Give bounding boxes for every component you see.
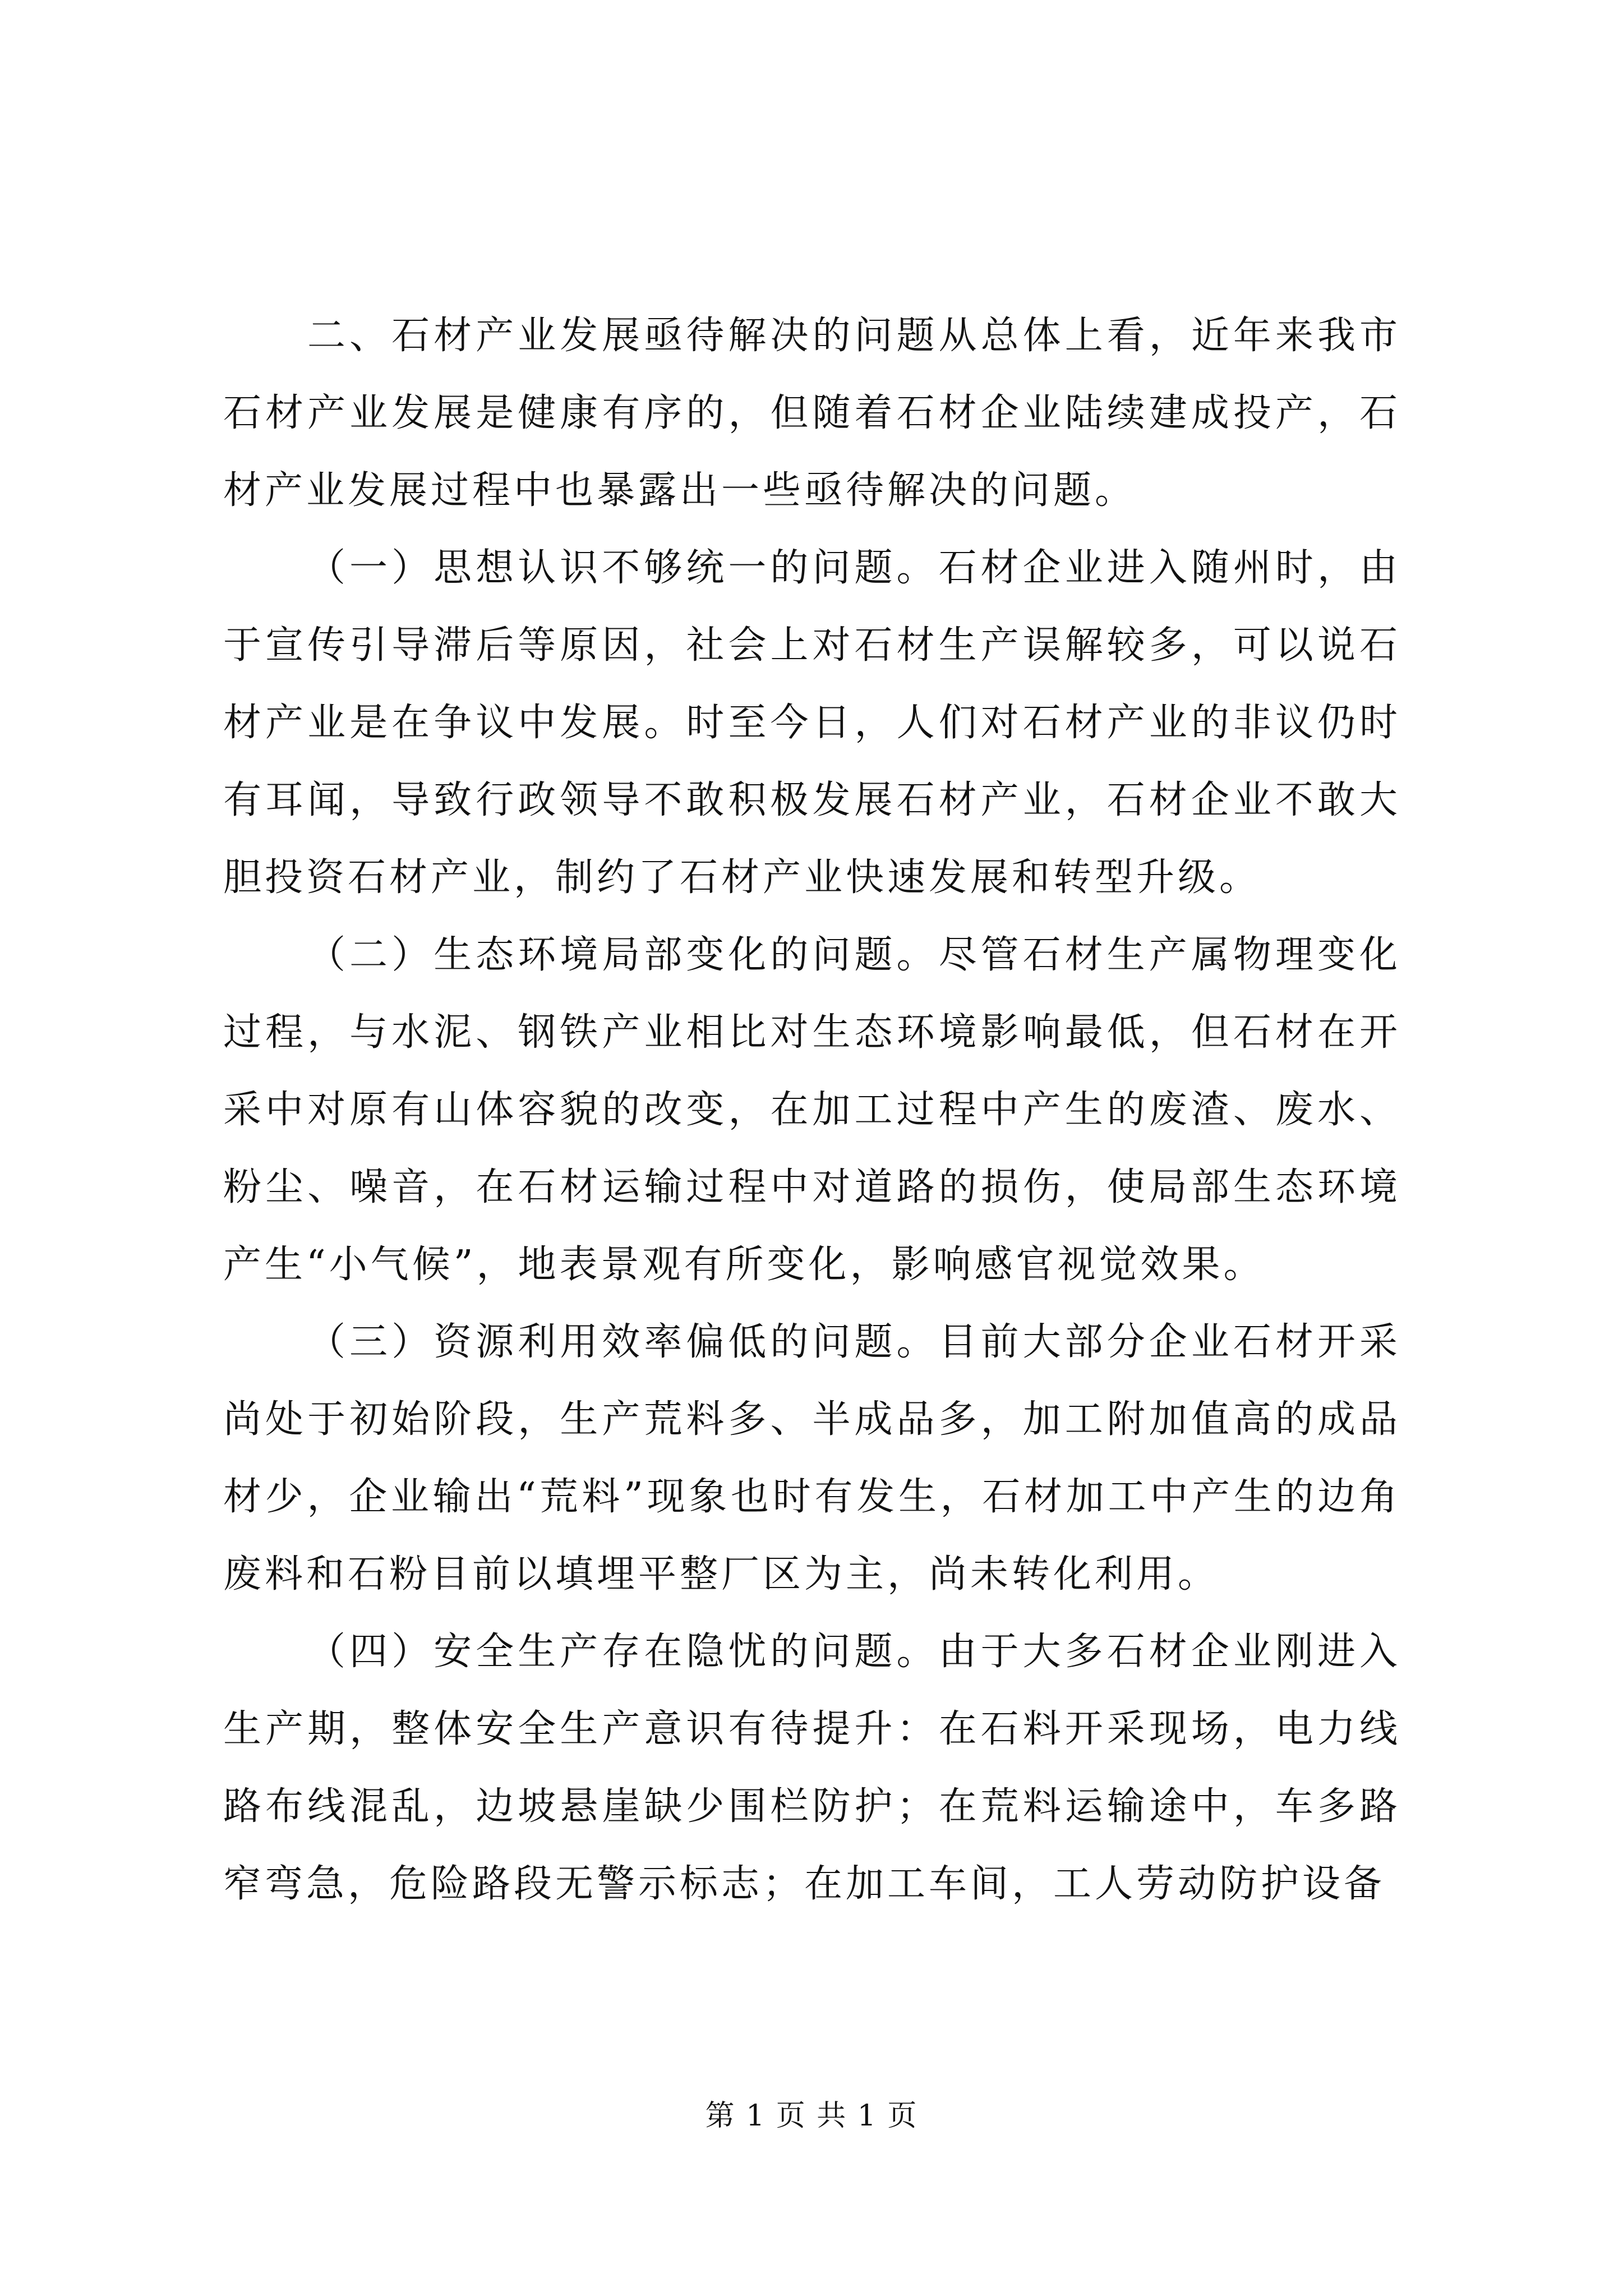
document-body	[223, 297, 1401, 1923]
paragraph-issue-one: （一）思想认识不够统一的问题。石材企业进入随州时，由于宣传引导滞后等原因，社会上对石材生产误解较多，可以说石材产业是在争议中发展。时至今日，人们对石材产业的非议仍时有耳闻，导致行政领导不敢积极发展石材产业，石材企业不敢大胆投资石材产业，制约了石材产业快速发展和转型升级。	[223, 546, 1401, 900]
paragraph-issue-two: （二）生态环境局部变化的问题。尽管石材生产属物理变化过程，与水泥、钢铁产业相比对生态环境影响最低，但石材在开采中对原有山体容貌的改变，在加工过程中产生的废渣、废水、粉尘、噪音，在石材运输过程中对道路的损伤，使局部生态环境产生“小气候”，地表景观有所变化，影响感官视觉效果。	[223, 933, 1401, 1287]
paragraph-section-two-intro: 二、石材产业发展亟待解决的问题从总体上看，近年来我市石材产业发展是健康有序的，但随着石材企业陆续建成投产，石材产业发展过程中也暴露出一些亟待解决的问题。	[223, 314, 1401, 513]
paragraph-issue-three: （三）资源利用效率偏低的问题。目前大部分企业石材开采尚处于初始阶段，生产荒料多、半成品多，加工附加值高的成品材少，企业输出“荒料”现象也时有发生，石材加工中产生的边角废料和石粉目前以填埋平整厂区为主，尚未转化利用。	[223, 1320, 1401, 1596]
page-footer: 第 1 页 共 1 页	[705, 2099, 918, 2133]
paragraph-issue-four: （四）安全生产存在隐忧的问题。由于大多石材企业刚进入生产期，整体安全生产意识有待提升：在石料开采现场，电力线路布线混乱，边坡悬崖缺少围栏防护；在荒料运输途中，车多路窄弯急，危险路段无警示标志；在加工车间，工人劳动防护设备	[223, 1630, 1401, 1906]
